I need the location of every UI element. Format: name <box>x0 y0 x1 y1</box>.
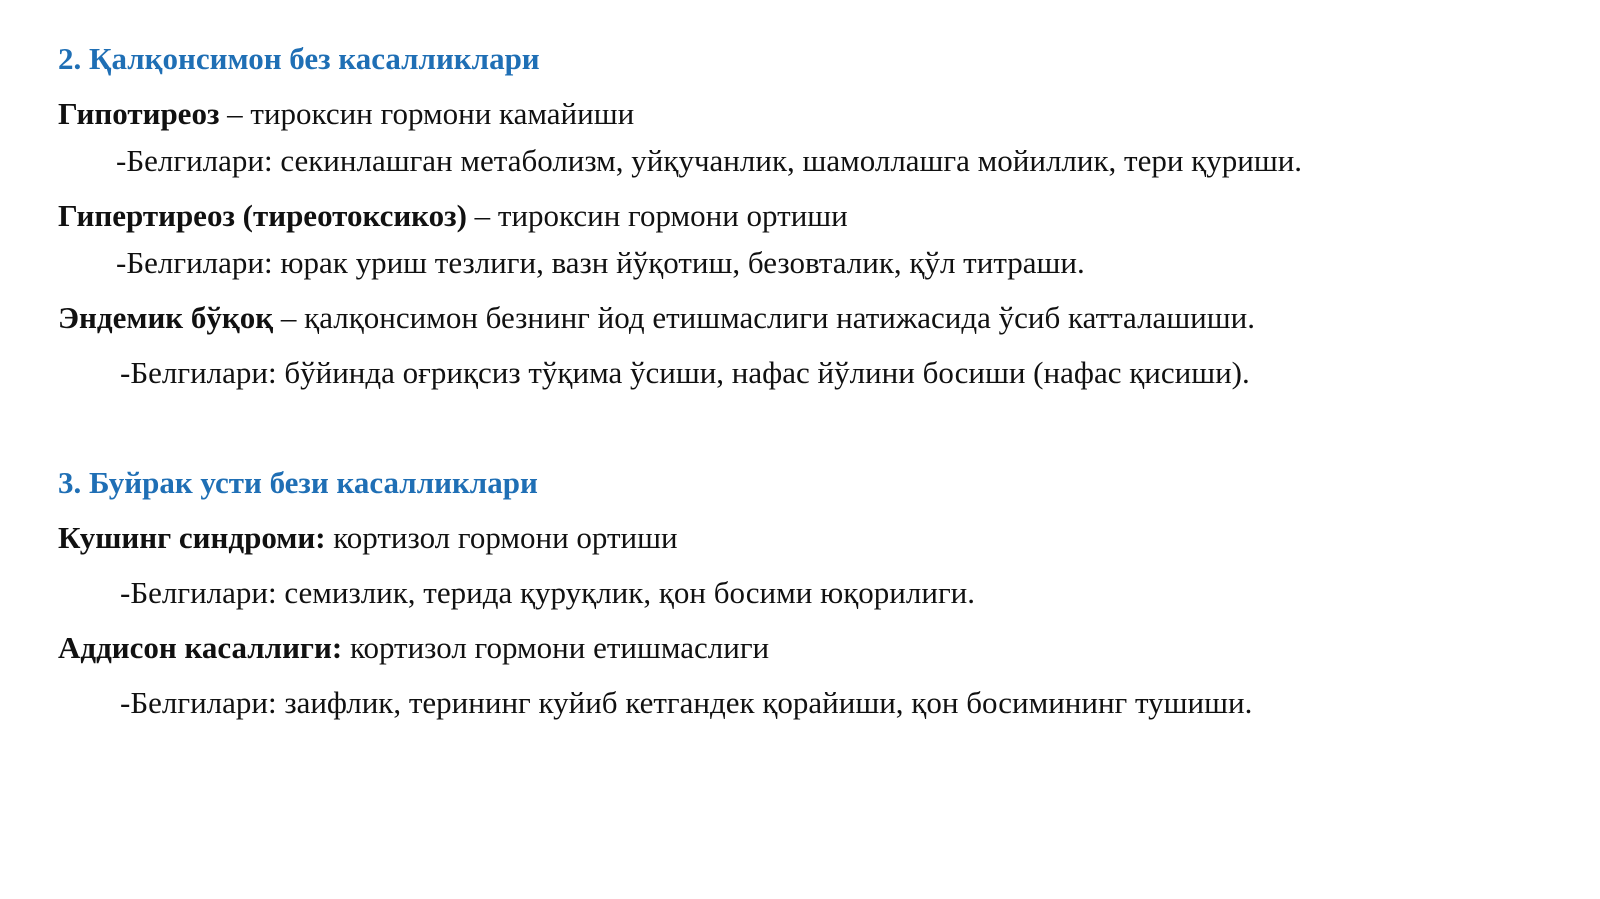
disease-signs-addison: -Белгилари: заифлик, терининг куйиб кетгандек қорайиши, қон босимининг тушиши. <box>120 685 1253 720</box>
disease-line-addison <box>58 629 769 667</box>
disease-signs-hyperthyroidism: -Белгилари: юрак уриш тезлиги, вазн йўқотиш, безовталик, қўл титраши. <box>116 245 1085 280</box>
disease-line-endemic-goiter <box>58 299 1255 337</box>
disease-line-hypothyroidism <box>58 95 634 133</box>
disease-term: Аддисон касаллиги: <box>58 630 343 665</box>
disease-definition: кортизол гормони ортиши <box>325 520 678 555</box>
disease-line-cushing <box>58 519 678 557</box>
disease-definition: – тироксин гормони камайиши <box>219 96 635 131</box>
disease-term: Эндемик бўқоқ <box>58 300 274 335</box>
disease-term: Кушинг синдроми: <box>58 520 326 555</box>
disease-signs-cushing: -Белгилари: семизлик, терида қуруқлик, қон босими юқорилиги. <box>120 575 975 610</box>
disease-definition: – тироксин гормони ортиши <box>466 198 848 233</box>
section-heading-thyroid: 2. Қалқонсимон без касалликлари <box>58 41 540 76</box>
disease-line-hyperthyroidism <box>58 197 848 235</box>
disease-definition: – қалқонсимон безнинг йод етишмаслиги натижасида ўсиб катталашиши. <box>273 300 1255 335</box>
disease-definition: кортизол гормони етишмаслиги <box>342 630 770 665</box>
disease-term: Гипотиреоз <box>58 96 220 131</box>
disease-signs-hypothyroidism: -Белгилари: секинлашган метаболизм, уйқучанлик, шамоллашга мойиллик, тери қуриши. <box>116 143 1303 178</box>
disease-signs-endemic-goiter: -Белгилари: бўйинда оғриқсиз тўқима ўсиши, нафас йўлини босиши (нафас қисиши). <box>120 355 1250 390</box>
disease-term: Гипертиреоз (тиреотоксикоз) <box>58 198 467 233</box>
section-heading-adrenal: 3. Буйрак усти бези касалликлари <box>58 465 538 500</box>
